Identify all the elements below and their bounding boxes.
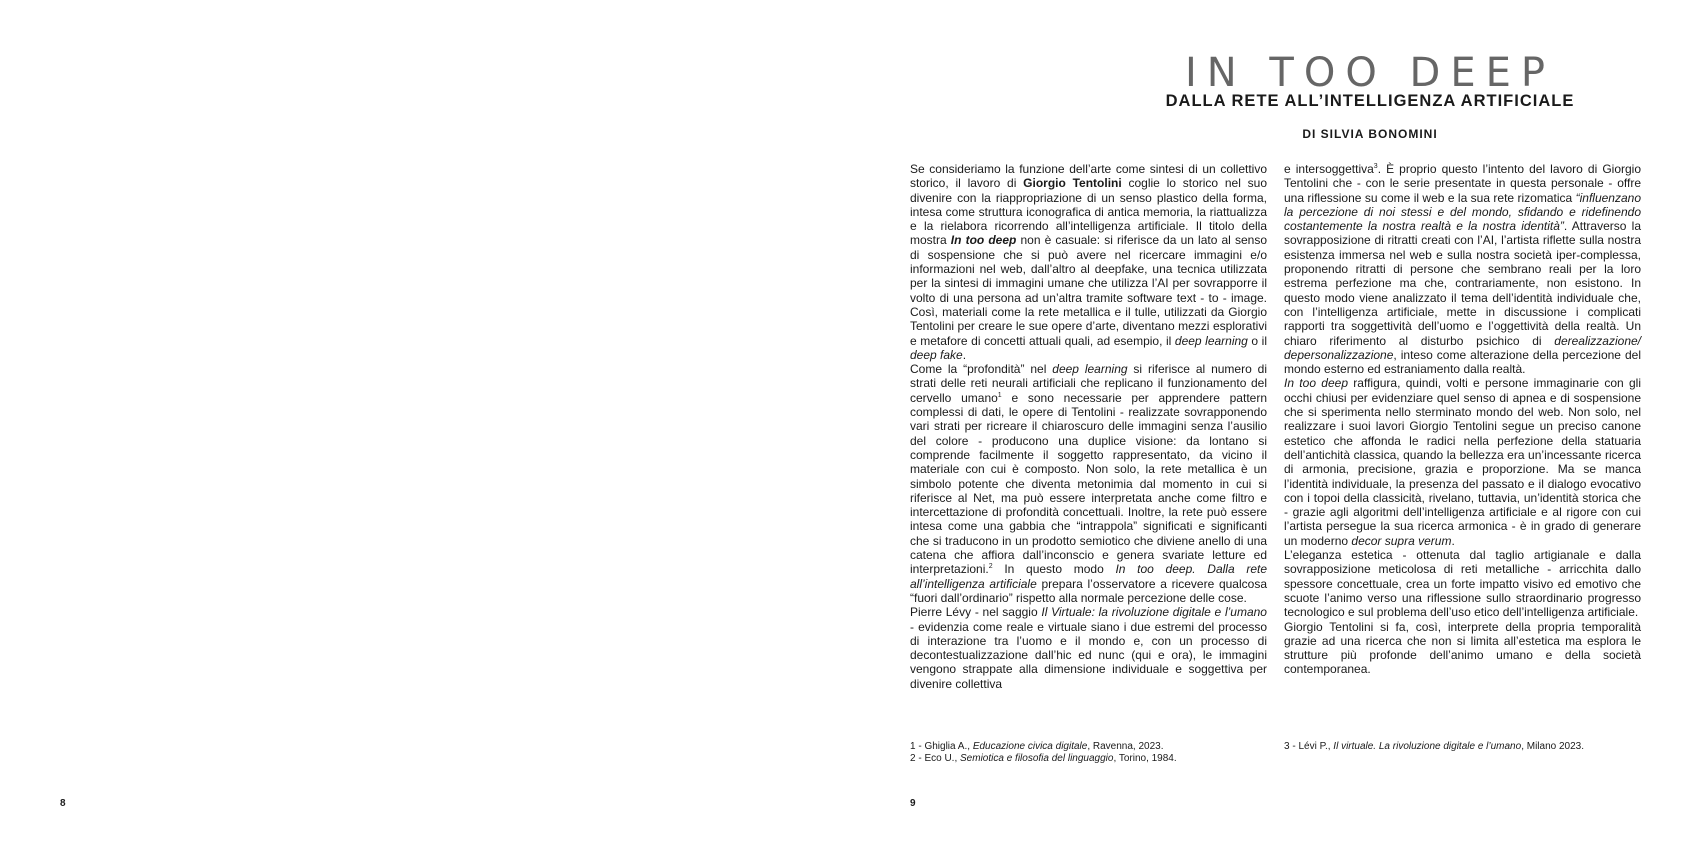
text-run: 3 - Lévi P., [1284,741,1334,752]
text-column-right [1284,162,1641,677]
text-run: Semiotica e filosofia del linguaggio [960,753,1114,764]
text-run: , Torino, 1984. [1113,753,1177,764]
paragraph [910,362,1267,605]
text-run: Giorgio Tentolini [1023,176,1122,191]
text-run: Educazione civica digitale [972,741,1088,752]
footnote [910,741,1267,753]
page-number-right: 9 [910,798,916,809]
paragraph [1284,620,1641,677]
article-subtitle: DALLA RETE ALL’INTELLIGENZA ARTIFICIALE [1165,92,1575,110]
footnote-ref: 3 [1373,163,1378,170]
text-run: Se consideriamo la funzione dell’arte come sintesi di un collettivo storico, il lavoro di [910,162,1267,191]
text-run: Il virtuale. La rivoluzione digitale e l’umano [1333,741,1522,752]
footnote-ref: 1 [997,391,1002,399]
paragraph [910,162,1267,362]
footnotes-right [1284,741,1641,753]
text-run: In too deep [950,233,1017,248]
text-run: o il [1247,333,1267,348]
text-run: Giorgio Tentolini si fa, così, interprete della propria temporalità grazie ad una ricerca che non si limita all’estetica ma esplora le strutture più profonde dell’animo umano e della società contemporanea. [1284,619,1641,677]
text-run: - evidenzia come reale e virtuale siano i due estremi del processo di interazione tra l’uomo e il mondo e, con un processo di decontestualizzazione dall’hic ed nunc (qui e ora), le immagini vengono strappate alla dimensione individuale e soggettiva per divenire collettiva [910,619,1267,691]
text-column-left [910,162,1267,691]
right-page [850,0,1700,850]
text-run: decor supra verum [1351,533,1452,548]
text-run: Pierre Lévy - nel saggio [910,605,1042,620]
text-run: . È proprio questo l’intento del lavoro di Giorgio Tentolini che - con le serie presentate in questa personale - offre una riflessione su come il web e la sua rete rizomatica [1284,162,1641,205]
footnote-ref: 2 [988,563,993,571]
footnote [910,753,1267,765]
text-run: . Attraverso la sovrapposizione di ritratti creati con l’AI, l’artista riflette sulla nostra esistenza immersa nel web e sulla nostra società iper-complessa, proponendo ritratti di persone che sembrano reali per la loro estrema perfezione ma che, contrariamente, non esistono. In questo modo viene analizzato il tema dell’identità individuale che, con l’intelligenza artificiale, mette in discussione i complicati rapporti tra soggettività dell’uomo e l’oggettività della realtà. Un chiaro riferimento al disturbo psichico di [1284,219,1641,348]
footnotes-left [910,741,1267,765]
text-run: e intersoggettiva [1284,162,1374,176]
text-run: . [1451,533,1455,548]
text-run: In too deep [1284,376,1348,391]
article-title: IN TOO DEEP [1184,50,1556,96]
article-author: DI SILVIA BONOMINI [1302,127,1438,141]
text-run: coglie lo storico nel suo divenire con la riappropriazione di un senso plastico della forma, intesa come struttura iconografica di antica memoria, la riattualizza e la rielabora ricorrendo all’intelligenza artificiale. Il titolo della mostra [910,176,1267,248]
text-run: In questo modo [992,562,1116,577]
text-run: deep fake [910,347,963,362]
text-run: 1 - Ghiglia A., [910,741,973,752]
text-run: e sono necessarie per apprendere pattern complessi di dati, le opere di Tentolini - realizzate sovrapponendo vari strati per ricreare il chiaroscuro delle immagini senza l’ausilio del colore - producono una duplice visione: da lontano si comprende facilmente il soggetto rappresentato, da vicino il materiale con cui è composto. Non solo, la rete metallica è un simbolo potente che diventa metonimia dal momento in cui si riferisce al Net, ma può essere interpretata anche come filtro e intercettazione di profondità concettuali. Inoltre, la rete può essere intesa come una gabbia che “intrappola” significati e significanti che si traducono in un prodotto semiotico che diviene anello di una catena che affiora dall’inconscio e genera svariate letture ed interpretazioni. [910,390,1267,577]
text-run: 2 - Eco U., [910,753,961,764]
text-run: derealizzazione/ depersonalizzazione [1284,333,1641,362]
text-run: “influenzano la percezione di noi stessi e del mondo, sfidando e ridefinendo costantemente la nostra realtà e la nostra identità” [1284,190,1641,234]
paragraph [1284,162,1641,376]
paragraph [1284,376,1641,548]
text-run: , Ravenna, 2023. [1087,741,1164,752]
paragraph [1284,548,1641,619]
text-run: si riferisce al numero di strati delle reti neurali artificiali che replicano il funzionamento del cervello umano [910,362,1267,405]
text-run: , Milano 2023. [1521,741,1585,752]
text-run: non è casuale: si riferisce da un lato al senso di sospensione che si può avere nel ricercare immagini e/o informazioni nel web, dall’altro al deepfake, una tecnica utilizzata per la sintesi di immagini umane che utilizza l’AI per sovrapporre il volto di una persona ad un’altra tramite software text - to - image. Così, materiali come la rete metallica e il tulle, utilizzati da Giorgio Tentolini per creare le sue opere d’arte, diventano mezzi esplorativi e metafore di concetti attuali quali, ad esempio, il [910,233,1267,348]
paragraph [910,605,1267,691]
page-number-left: 8 [60,798,66,809]
footnote [1284,741,1641,753]
text-run: L’eleganza estetica - ottenuta dal taglio artigianale e dalla sovrapposizione meticolosa di reti metalliche - arricchita dallo spessore concettuale, crea un forte impatto visivo ed emotivo che scuote l’animo verso una riflessione sullo straordinario progresso tecnologico e sul problema dell’uso etico dell’intelligenza artificiale. [1284,548,1641,620]
text-run: Il Virtuale: la rivoluzione digitale e l’umano [1041,605,1267,620]
text-run: deep learning [1174,333,1248,348]
text-run: Come la “profondità” nel [910,362,1053,377]
text-run: raffigura, quindi, volti e persone immaginarie con gli occhi chiusi per evidenziare quel senso di apnea e di sospensione che si sperimenta nello sterminato mondo del web. Non solo, nel realizzare i suoi lavori Giorgio Tentolini segue un preciso canone estetico che affonda le radici nella perfezione della statuaria dell’antichità classica, quando la bellezza era un’incessante ricerca di armonia, precisione, grazia e proporzione. Ma se manca l’identità individuale, la presenza del passato e il dialogo evocativo con i topoi della classicità, rivelano, tuttavia, un’identità storica che - grazie agli algoritmi dell’intelligenza artificiale e al rigore con cui l’artista persegue la sua ricerca armonica - è in grado di generare un moderno [1284,376,1641,548]
text-run: , inteso come alterazione della percezione del mondo esterno ed estraniamento dalla realtà. [1284,347,1641,377]
text-run: deep learning [1052,362,1128,377]
text-run: prepara l’osservatore a ricevere qualcosa “fuori dall’ordinario” rispetto alla normale percezione delle cose. [910,576,1267,605]
text-run: In too deep. Dalla rete all’intelligenza artificiale [910,562,1267,591]
text-run: . [962,347,967,362]
